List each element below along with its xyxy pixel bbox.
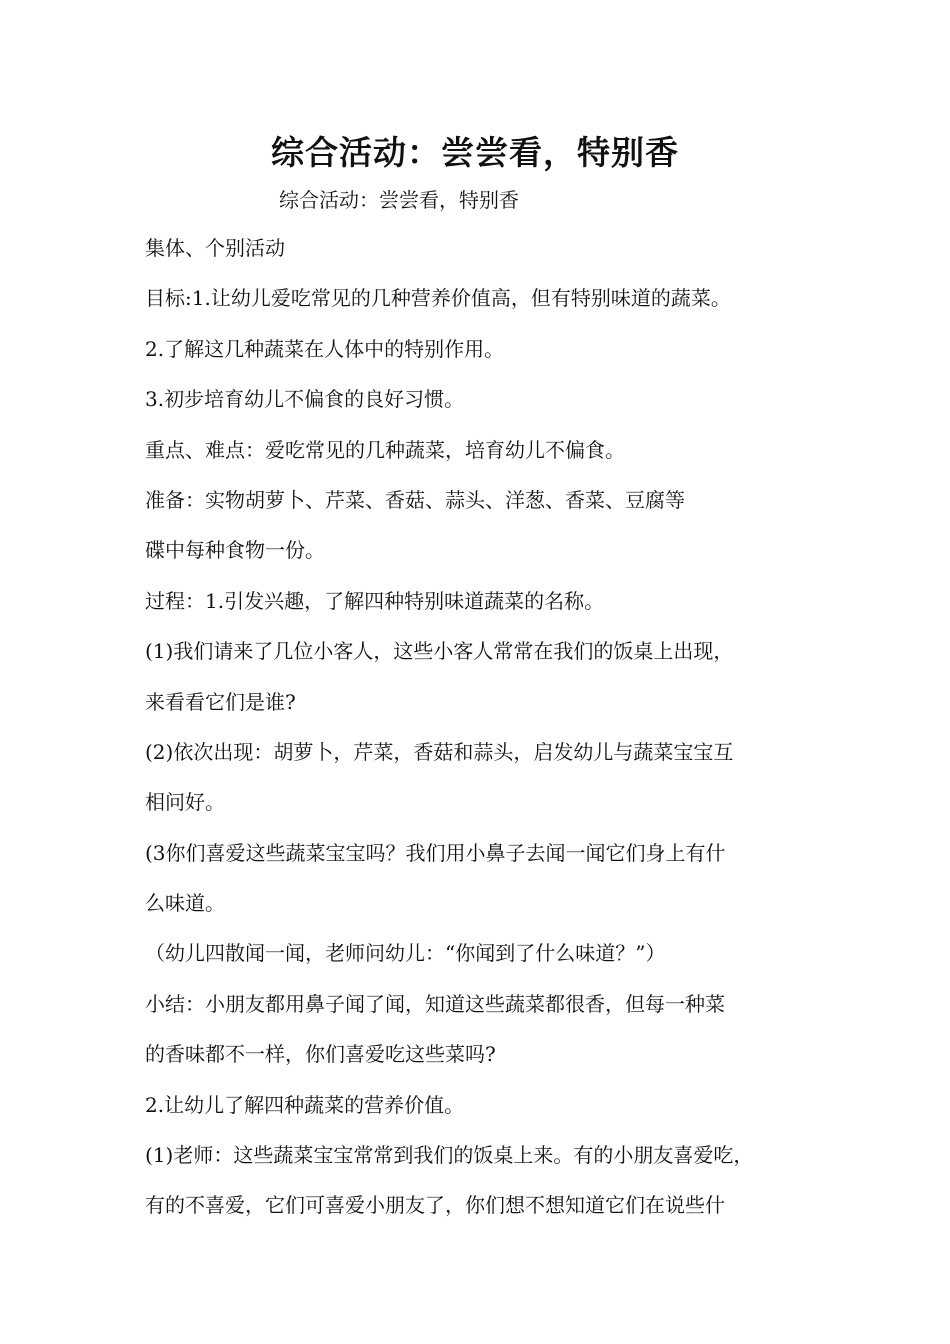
body-line: 相问好。 (145, 790, 225, 815)
body-line: 过程：1.引发兴趣，了解四种特别味道蔬菜的名称。 (145, 588, 605, 613)
body-line: 的香味都不一样，你们喜爱吃这些菜吗? (145, 1042, 496, 1067)
body-line: 目标:1.让幼儿爱吃常见的几种营养价值高，但有特别味道的蔬菜。 (145, 286, 731, 311)
body-line: 集体、个别活动 (145, 236, 285, 260)
body-line: 2.让幼儿了解四种蔬菜的营养价值。 (145, 1092, 465, 1117)
body-line: 来看看它们是谁? (145, 689, 296, 714)
body-line: 2.了解这几种蔬菜在人体中的特别作用。 (145, 336, 505, 361)
body-line: 有的不喜爱，它们可喜爱小朋友了，你们想不想知道它们在说些什 (145, 1193, 725, 1218)
body-line: 准备：实物胡萝卜、芹菜、香菇、蒜头、洋葱、香菜、豆腐等 (145, 487, 685, 512)
body-line: (1)我们请来了几位小客人，这些小客人常常在我们的饭桌上出现， (145, 639, 734, 664)
body-line: (3你们喜爱这些蔬菜宝宝吗？我们用小鼻子去闻一闻它们身上有什 (145, 840, 726, 865)
body-line: (1)老师：这些蔬菜宝宝常常到我们的饭桌上来。有的小朋友喜爱吃， (145, 1143, 754, 1168)
body-line: 3.初步培育幼儿不偏食的良好习惯。 (145, 387, 465, 412)
body-line: 小结：小朋友都用鼻子闻了闻，知道这些蔬菜都很香，但每一种菜 (145, 991, 725, 1016)
body-line: （幼儿四散闻一闻，老师问幼儿：“你闻到了什么味道？”） (145, 941, 666, 966)
body-line: 重点、难点：爱吃常见的几种蔬菜，培育幼儿不偏食。 (145, 437, 625, 462)
body-line: (2)依次出现：胡萝卜，芹菜，香菇和蒜头，启发幼儿与蔬菜宝宝互 (145, 739, 734, 764)
document-body (145, 232, 835, 1240)
document-title: 综合活动：尝尝看，特别香 (271, 133, 679, 172)
body-line: 么味道。 (145, 891, 225, 916)
body-line: 碟中每种食物一份。 (145, 538, 325, 563)
document-subtitle: 综合活动：尝尝看，特别香 (279, 188, 519, 212)
